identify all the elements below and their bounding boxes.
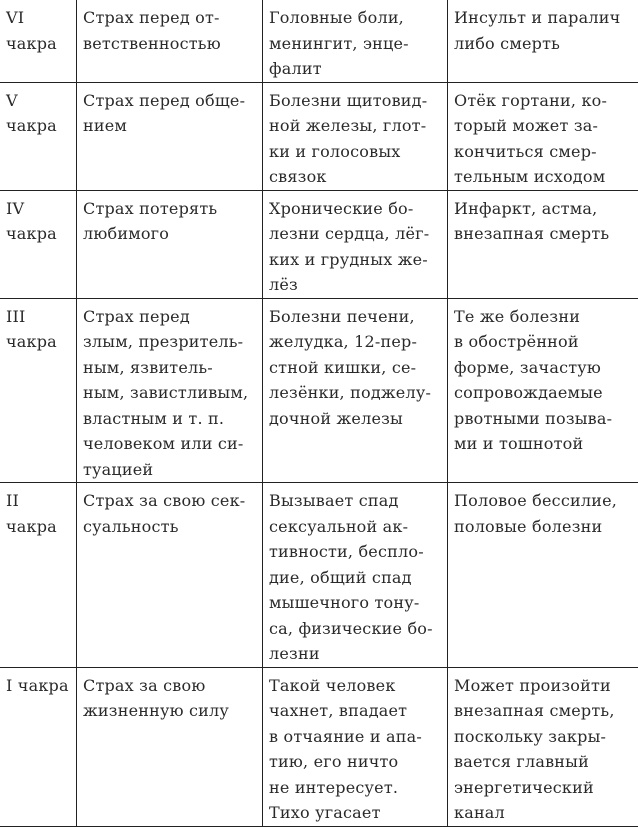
- cell-line: фалит: [269, 56, 441, 82]
- cell-disease: [263, 0, 448, 82]
- cell-line: суальность: [83, 514, 256, 540]
- cell-fear: [77, 298, 263, 483]
- cell-outcome: [448, 0, 638, 82]
- cell-line: V: [6, 88, 70, 114]
- cell-line: сопровождаемые: [454, 380, 633, 406]
- cell-line: Страх потерять: [83, 196, 256, 222]
- cell-outcome: [448, 298, 638, 483]
- cell-line: половые болезни: [454, 514, 633, 540]
- cell-line: Страх перед от-: [83, 5, 256, 31]
- cell-line: Такой человек: [269, 673, 441, 699]
- cell-line: торый может за-: [454, 113, 633, 139]
- cell-line: чакра: [6, 113, 70, 139]
- cell-line: лёз: [269, 272, 441, 298]
- cell-line: нием: [83, 113, 256, 139]
- cell-line: дочной железы: [269, 406, 441, 432]
- cell-line: связок: [269, 164, 441, 190]
- cell-line: мышечного тону-: [269, 590, 441, 616]
- cell-line: чахнет, впадает: [269, 698, 441, 724]
- cell-line: поскольку закры-: [454, 724, 633, 750]
- cell-line: I чакра: [6, 673, 70, 699]
- cell-line: Те же болезни: [454, 304, 633, 330]
- cell-chakra: [0, 483, 77, 668]
- cell-line: форме, зачастую: [454, 355, 633, 381]
- cell-chakra: [0, 298, 77, 483]
- cell-line: властным и т. п.: [83, 406, 256, 432]
- cell-line: Страх перед: [83, 304, 256, 330]
- cell-line: Хронические бо-: [269, 196, 441, 222]
- cell-disease: [263, 298, 448, 483]
- table-row: [0, 667, 638, 826]
- cell-disease: [263, 82, 448, 190]
- cell-fear: [77, 667, 263, 826]
- table-row: [0, 0, 638, 82]
- cell-outcome: [448, 667, 638, 826]
- cell-line: сексуальной ак-: [269, 514, 441, 540]
- cell-line: Страх перед обще-: [83, 88, 256, 114]
- cell-line: жизненную силу: [83, 698, 256, 724]
- cell-line: Инфаркт, астма,: [454, 196, 633, 222]
- cell-line: ным, завистливым,: [83, 380, 256, 406]
- cell-line: злым, презритель-: [83, 329, 256, 355]
- cell-line: III: [6, 304, 70, 330]
- cell-line: вается главный: [454, 749, 633, 775]
- cell-line: чакра: [6, 329, 70, 355]
- cell-line: менингит, энце-: [269, 31, 441, 57]
- cell-line: лезёнки, поджелу-: [269, 380, 441, 406]
- cell-line: ветственностью: [83, 31, 256, 57]
- cell-chakra: [0, 667, 77, 826]
- cell-line: канал: [454, 800, 633, 826]
- cell-line: в обострённой: [454, 329, 633, 355]
- cell-line: чакра: [6, 514, 70, 540]
- cell-outcome: [448, 483, 638, 668]
- cell-disease: [263, 483, 448, 668]
- cell-fear: [77, 483, 263, 668]
- cell-line: рвотными позыва-: [454, 406, 633, 432]
- cell-line: тию, его ничто: [269, 749, 441, 775]
- cell-line: са, физические бо-: [269, 616, 441, 642]
- table-row: [0, 483, 638, 668]
- cell-line: тельным исходом: [454, 164, 633, 190]
- cell-line: чакра: [6, 221, 70, 247]
- cell-line: Отёк гортани, ко-: [454, 88, 633, 114]
- cell-line: тивности, беспло-: [269, 539, 441, 565]
- cell-line: желудка, 12-пер-: [269, 329, 441, 355]
- cell-line: Тихо угасает: [269, 800, 441, 826]
- cell-line: Страх за свою сек-: [83, 488, 256, 514]
- cell-line: чакра: [6, 31, 70, 57]
- cell-line: внезапная смерть,: [454, 698, 633, 724]
- cell-line: Болезни щитовид-: [269, 88, 441, 114]
- cell-chakra: [0, 190, 77, 298]
- cell-line: либо смерть: [454, 31, 633, 57]
- cell-line: Может произойти: [454, 673, 633, 699]
- cell-line: II: [6, 488, 70, 514]
- cell-line: Страх за свою: [83, 673, 256, 699]
- cell-fear: [77, 82, 263, 190]
- cell-line: стной кишки, се-: [269, 355, 441, 381]
- cell-line: кончиться смер-: [454, 139, 633, 165]
- cell-line: лезни сердца, лёг-: [269, 221, 441, 247]
- cell-line: Головные боли,: [269, 5, 441, 31]
- cell-chakra: [0, 0, 77, 82]
- cell-line: Болезни печени,: [269, 304, 441, 330]
- cell-line: Инсульт и паралич: [454, 5, 633, 31]
- cell-fear: [77, 0, 263, 82]
- cell-line: VI: [6, 5, 70, 31]
- cell-line: энергетический: [454, 775, 633, 801]
- cell-line: ной железы, глот-: [269, 113, 441, 139]
- cell-outcome: [448, 82, 638, 190]
- cell-outcome: [448, 190, 638, 298]
- cell-fear: [77, 190, 263, 298]
- cell-line: лезни: [269, 641, 441, 667]
- cell-line: дие, общий спад: [269, 565, 441, 591]
- cell-line: в отчаяние и апа-: [269, 724, 441, 750]
- cell-line: ки и голосовых: [269, 139, 441, 165]
- cell-line: ми и тошнотой: [454, 431, 633, 457]
- cell-line: ным, язвитель-: [83, 355, 256, 381]
- cell-line: внезапная смерть: [454, 221, 633, 247]
- cell-line: Половое бессилие,: [454, 488, 633, 514]
- cell-disease: [263, 667, 448, 826]
- cell-line: человеком или си-: [83, 431, 256, 457]
- table-row: [0, 82, 638, 190]
- cell-line: IV: [6, 196, 70, 222]
- cell-line: ких и грудных же-: [269, 247, 441, 273]
- table-row: [0, 298, 638, 483]
- cell-disease: [263, 190, 448, 298]
- table-row: [0, 190, 638, 298]
- cell-line: Вызывает спад: [269, 488, 441, 514]
- cell-chakra: [0, 82, 77, 190]
- cell-line: туацией: [83, 457, 256, 483]
- cell-line: не интересует.: [269, 775, 441, 801]
- cell-line: любимого: [83, 221, 256, 247]
